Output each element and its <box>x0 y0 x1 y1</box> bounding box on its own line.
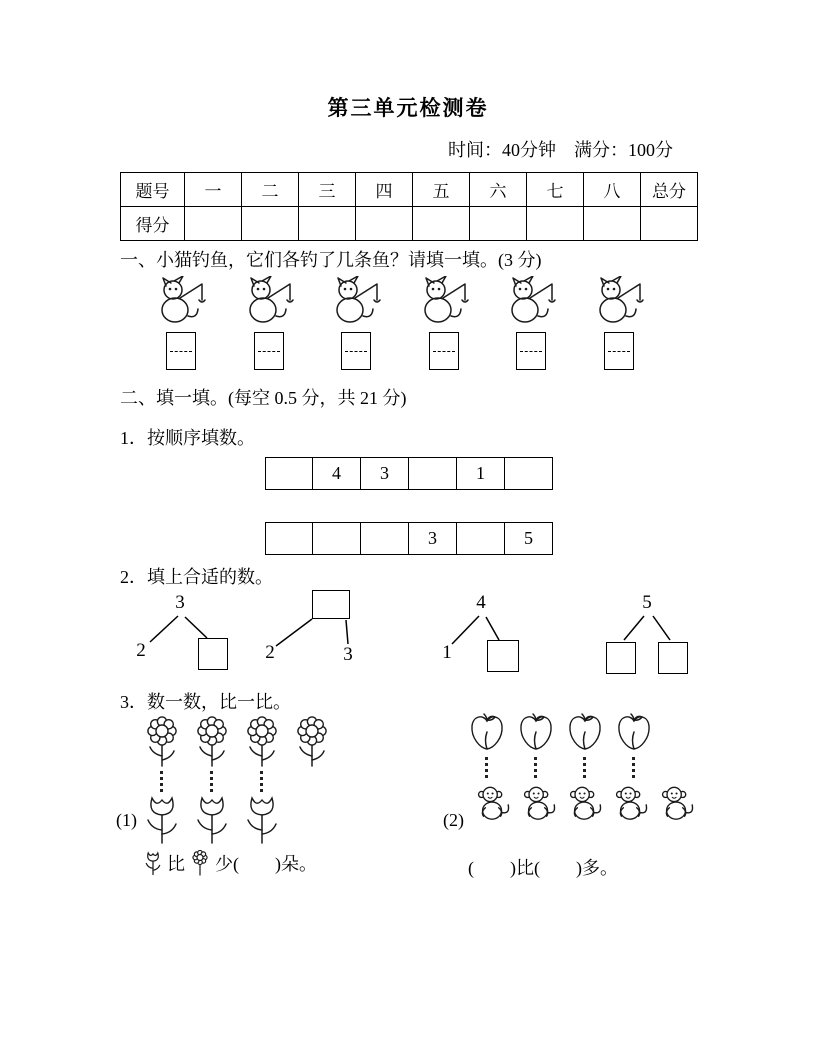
score-cell <box>584 207 641 241</box>
flower-row <box>138 716 336 768</box>
bond-lines <box>135 590 245 682</box>
strip-cell: 4 <box>313 457 361 490</box>
monkey-icon <box>566 783 604 823</box>
answer-tail-text: 少( )朵。 <box>215 854 317 874</box>
flower-icon <box>138 716 186 768</box>
tulip-row <box>139 795 336 845</box>
score-row-label: 得分 <box>121 207 185 241</box>
fish-count-box <box>516 332 546 370</box>
score-cell <box>299 207 356 241</box>
bond-right-number: 3 <box>343 644 353 665</box>
q1-label: 1．按顺序填数。 <box>120 428 255 448</box>
fish-count-box <box>429 332 459 370</box>
score-header-cell: 四 <box>356 173 413 207</box>
strip-cell: 1 <box>457 457 505 490</box>
answer-text: ( )比( )多。 <box>468 858 618 878</box>
score-header-cell: 总分 <box>641 173 698 207</box>
number-bonds-row <box>120 590 700 682</box>
strip-cell <box>265 457 313 490</box>
bond-top-number: 5 <box>642 592 652 613</box>
match-dot-line <box>260 771 263 792</box>
flower-icon <box>288 716 336 768</box>
score-cell <box>185 207 242 241</box>
bond-answer-box <box>658 642 688 674</box>
answer-line-1 <box>142 850 317 876</box>
section1-title: 一、小猫钓鱼，它们各钓了几条鱼？请填一填。(3 分) <box>120 250 542 270</box>
tulip-icon <box>142 851 164 876</box>
score-cell <box>527 207 584 241</box>
monkey-icon <box>474 783 512 823</box>
page-title: 第三单元检测卷 <box>327 96 489 120</box>
flower-compare-group <box>138 716 336 845</box>
match-lines-row <box>485 757 696 778</box>
bond-left-number: 2 <box>136 640 146 661</box>
bond-left-number: 2 <box>265 642 275 663</box>
match-dot-line <box>160 771 163 792</box>
score-cell <box>641 207 698 241</box>
peach-icon <box>468 712 506 752</box>
score-header-cell: 三 <box>299 173 356 207</box>
answer-compare-word: 比 <box>167 854 185 874</box>
section2-title: 二、填一填。(每空 0.5 分，共 21 分) <box>120 388 407 408</box>
score-header-cell: 八 <box>584 173 641 207</box>
match-lines-row <box>160 771 336 792</box>
cat-fishing-icon <box>327 276 385 324</box>
number-bond <box>262 590 372 682</box>
strip-cell <box>361 522 409 555</box>
cat-fishing-icon <box>415 276 473 324</box>
number-bond <box>438 590 548 682</box>
q2-label: 2．填上合适的数。 <box>120 567 273 587</box>
bond-top-number: 3 <box>175 592 185 613</box>
bond-answer-box <box>198 638 228 670</box>
score-cell <box>242 207 299 241</box>
flower-icon <box>238 716 286 768</box>
strip-cell: 5 <box>505 522 553 555</box>
number-strip-2 <box>265 522 553 555</box>
monkey-icon <box>658 783 696 823</box>
monkey-icon <box>520 783 558 823</box>
score-header-cell: 一 <box>185 173 242 207</box>
q3-label: 3．数一数，比一比。 <box>120 692 291 712</box>
cat-column <box>590 276 648 370</box>
cat-fishing-icon <box>590 276 648 324</box>
monkey-icon <box>612 783 650 823</box>
score-header-cell: 七 <box>527 173 584 207</box>
cat-fishing-icon <box>152 276 210 324</box>
bond-left-number: 1 <box>442 642 452 663</box>
flower-icon <box>188 850 212 876</box>
bond-answer-box <box>606 642 636 674</box>
score-table-header-row <box>121 173 698 207</box>
strip-cell <box>409 457 457 490</box>
monkey-row <box>474 783 696 823</box>
tulip-icon <box>239 795 285 845</box>
cat-fishing-icon <box>502 276 560 324</box>
fish-count-box <box>254 332 284 370</box>
match-dot-line <box>583 757 586 778</box>
cat-column <box>152 276 210 370</box>
part1-index: (1) <box>116 810 137 830</box>
cat-column <box>415 276 473 370</box>
score-header-cell: 五 <box>413 173 470 207</box>
score-cell <box>356 207 413 241</box>
score-table <box>120 172 698 241</box>
part2-index: (2) <box>443 810 464 830</box>
strip-cell <box>265 522 313 555</box>
tulip-icon <box>189 795 235 845</box>
cat-column <box>327 276 385 370</box>
tulip-icon <box>139 795 185 845</box>
match-dot-line <box>632 757 635 778</box>
bond-answer-box <box>487 640 519 672</box>
cats-row <box>152 276 648 370</box>
peach-icon <box>566 712 604 752</box>
score-header-cell: 二 <box>242 173 299 207</box>
strip-cell <box>313 522 361 555</box>
cat-fishing-icon <box>240 276 298 324</box>
peach-icon <box>517 712 555 752</box>
strip-cell <box>457 522 505 555</box>
fish-count-box <box>604 332 634 370</box>
cat-column <box>502 276 560 370</box>
bond-answer-box <box>312 590 350 619</box>
flower-icon <box>188 716 236 768</box>
score-header-cell: 六 <box>470 173 527 207</box>
fish-count-box <box>341 332 371 370</box>
answer-line-2 <box>468 854 618 880</box>
match-dot-line <box>485 757 488 778</box>
number-strip-1 <box>265 457 553 490</box>
score-cell <box>413 207 470 241</box>
strip-cell <box>505 457 553 490</box>
score-header-cell: 题号 <box>121 173 185 207</box>
score-table-score-row <box>121 207 698 241</box>
score-cell <box>470 207 527 241</box>
cat-column <box>240 276 298 370</box>
number-bond <box>135 590 245 682</box>
bond-top-number: 4 <box>476 592 486 613</box>
strip-cell: 3 <box>361 457 409 490</box>
exam-meta: 时间：40分钟 满分：100分 <box>448 140 673 160</box>
peach-row <box>468 712 696 752</box>
fish-count-box <box>166 332 196 370</box>
number-bond <box>602 590 712 682</box>
strip-cell: 3 <box>409 522 457 555</box>
peach-icon <box>615 712 653 752</box>
match-dot-line <box>534 757 537 778</box>
match-dot-line <box>210 771 213 792</box>
peach-compare-group <box>468 712 696 823</box>
